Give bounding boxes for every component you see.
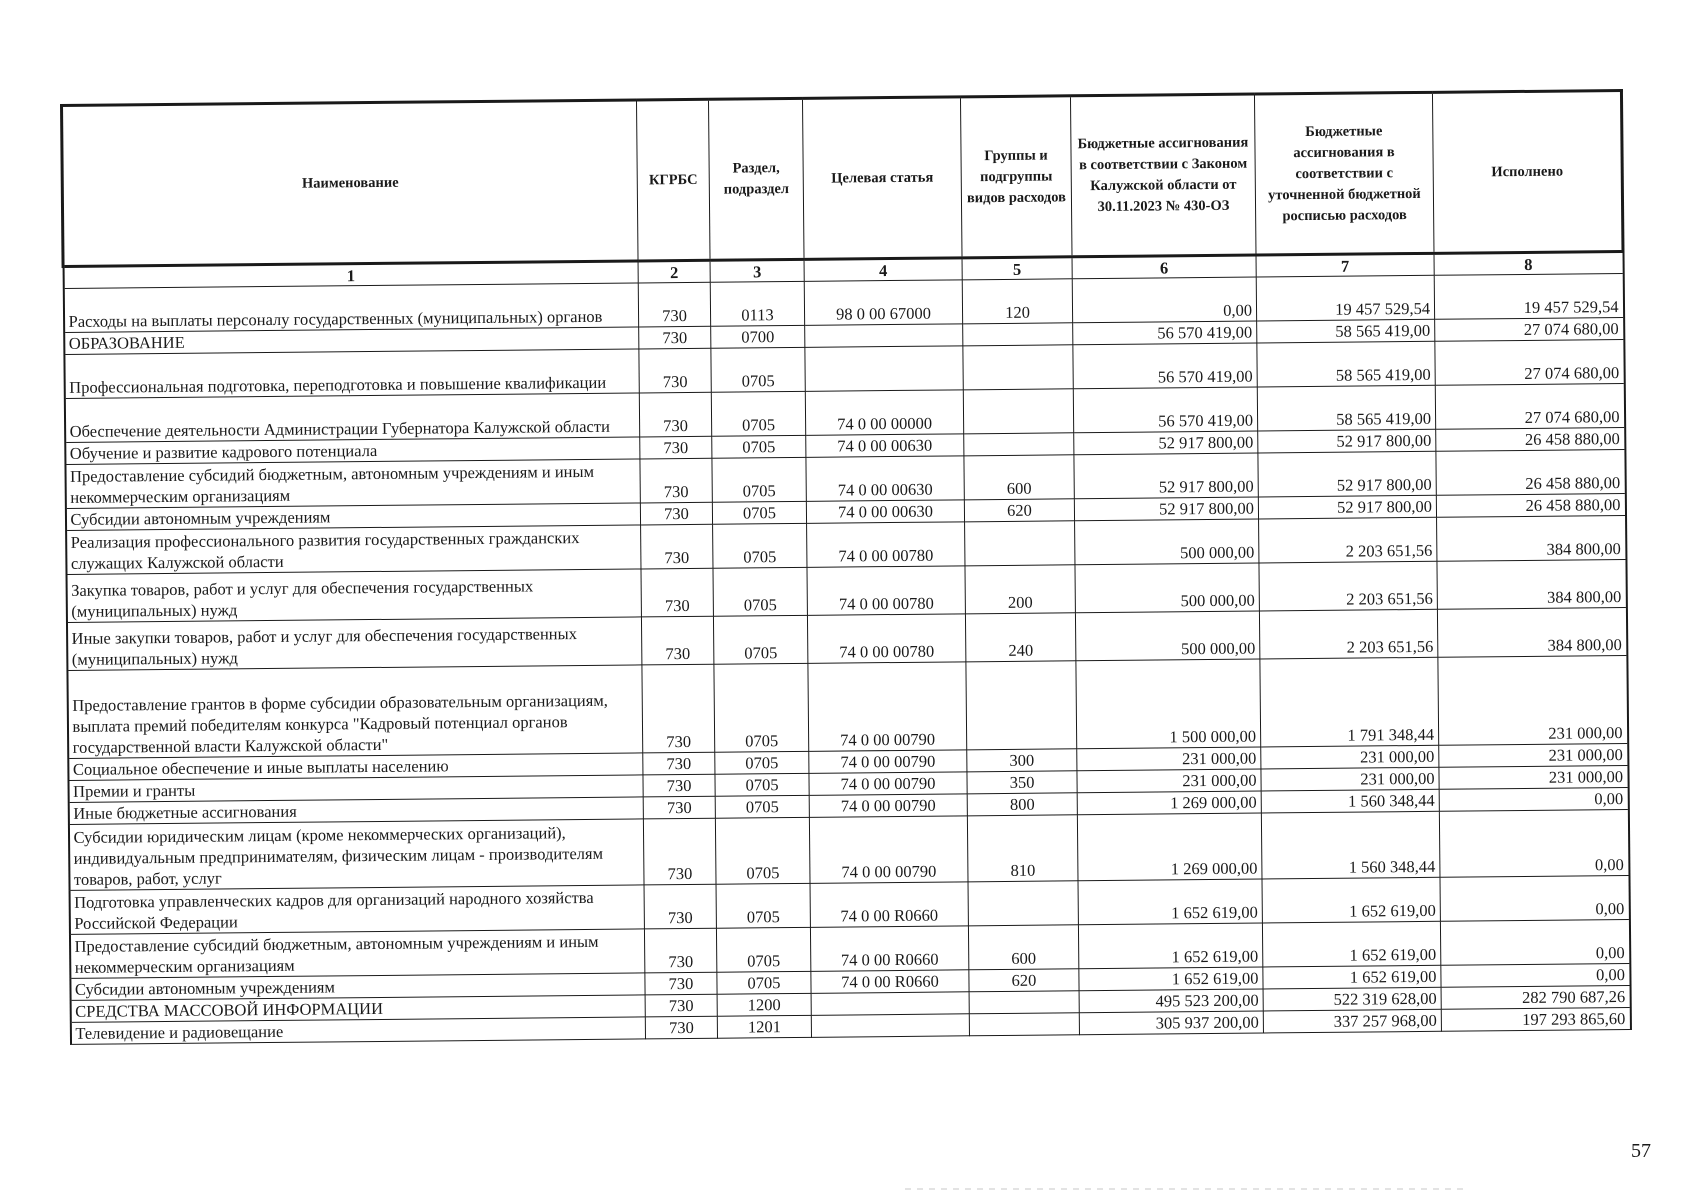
- column-number: 8: [1434, 252, 1623, 276]
- row-law-amount: 56 570 419,00: [1073, 387, 1257, 433]
- row-group: 600: [964, 455, 1074, 500]
- row-executed-amount: 26 458 880,00: [1436, 493, 1625, 517]
- row-group: [963, 345, 1073, 390]
- row-refined-amount: 231 000,00: [1261, 745, 1439, 769]
- row-kgrbs: 730: [643, 796, 715, 819]
- row-section: 0705: [716, 927, 810, 972]
- row-law-amount: 500 000,00: [1075, 563, 1259, 613]
- row-name: Предоставление грантов в форме субсидии образовательным организациям, выплата премий победителям конкурса "Кадровый потенциал органов государственной власти Калужской области": [67, 665, 643, 759]
- row-section: 0705: [715, 795, 809, 818]
- row-group: 300: [967, 749, 1077, 772]
- row-target: 74 0 00 00000: [805, 390, 963, 436]
- row-kgrbs: 730: [643, 818, 716, 885]
- row-executed-amount: 231 000,00: [1438, 655, 1628, 745]
- row-target: 74 0 00 00630: [806, 500, 964, 524]
- row-kgrbs: 730: [640, 458, 712, 503]
- row-section: 0705: [713, 567, 807, 616]
- row-kgrbs: 730: [645, 994, 717, 1017]
- row-group: [969, 1013, 1079, 1036]
- row-target: [811, 1014, 969, 1038]
- row-executed-amount: 0,00: [1439, 809, 1629, 877]
- row-group: 350: [967, 771, 1077, 794]
- row-law-amount: 305 937 200,00: [1079, 1011, 1263, 1035]
- row-group: [965, 521, 1075, 566]
- row-refined-amount: 337 257 968,00: [1263, 1009, 1441, 1033]
- row-law-amount: 495 523 200,00: [1079, 989, 1263, 1013]
- row-section: 0705: [714, 663, 809, 752]
- row-refined-amount: 2 203 651,56: [1259, 517, 1437, 563]
- row-kgrbs: 730: [642, 664, 715, 753]
- row-refined-amount: 58 565 419,00: [1257, 319, 1435, 343]
- row-refined-amount: 522 319 628,00: [1263, 987, 1441, 1011]
- row-target: 74 0 00 00780: [807, 566, 965, 616]
- header-target: Целевая статья: [802, 97, 962, 260]
- row-name: Иные бюджетные ассигнования: [68, 797, 643, 825]
- row-target: [805, 324, 963, 348]
- row-executed-amount: 384 800,00: [1437, 515, 1626, 561]
- row-name: Реализация профессионального развития государственных гражданских служащих Калужской области: [66, 525, 641, 575]
- row-executed-amount: 27 074 680,00: [1435, 318, 1624, 342]
- table-body: [63, 252, 1630, 1045]
- row-kgrbs: 730: [639, 348, 711, 393]
- row-refined-amount: 1 652 619,00: [1262, 921, 1440, 967]
- row-law-amount: 1 652 619,00: [1078, 879, 1262, 925]
- row-kgrbs: 730: [643, 752, 715, 775]
- header-group: Группы и подгруппы видов расходов: [960, 96, 1072, 258]
- row-section: 0705: [711, 391, 805, 436]
- table-header: [62, 91, 1623, 267]
- row-target: 74 0 00 00780: [807, 522, 965, 568]
- row-executed-amount: 282 790 687,26: [1441, 985, 1630, 1009]
- row-section: 1201: [717, 1015, 811, 1038]
- row-name: Иные закупки товаров, работ и услуг для обеспечения государственных (муниципальных) нужд: [66, 617, 641, 671]
- row-group: [968, 881, 1078, 926]
- row-refined-amount: 231 000,00: [1261, 767, 1439, 791]
- row-executed-amount: 231 000,00: [1439, 765, 1628, 789]
- row-group: 200: [965, 565, 1075, 614]
- row-name: Социальное обеспечение и иные выплаты населению: [68, 753, 643, 781]
- row-target: 74 0 00 00630: [806, 434, 964, 458]
- row-kgrbs: 730: [640, 436, 712, 459]
- row-group: 240: [965, 613, 1075, 662]
- row-name: Предоставление субсидий бюджетным, автономным учреждениям и иным некоммерческим организациям: [65, 459, 640, 509]
- row-name: Премии и гранты: [68, 775, 643, 803]
- row-executed-amount: 26 458 880,00: [1436, 427, 1625, 451]
- row-group: [966, 661, 1077, 750]
- row-target: [805, 346, 963, 392]
- row-kgrbs: 730: [640, 502, 712, 525]
- row-name: Субсидии автономным учреждениям: [65, 503, 640, 531]
- header-refined: Бюджетные ассигнования в соответствии с уточненной бюджетной росписью расходов: [1254, 92, 1434, 255]
- row-refined-amount: 1 791 348,44: [1260, 657, 1439, 747]
- row-section: 0705: [715, 817, 810, 884]
- row-executed-amount: 197 293 865,60: [1441, 1007, 1630, 1031]
- row-target: 74 0 00 R0660: [810, 882, 968, 928]
- row-section: 0705: [715, 773, 809, 796]
- row-executed-amount: 0,00: [1440, 875, 1629, 921]
- row-executed-amount: 384 800,00: [1437, 559, 1626, 609]
- row-section: 0705: [713, 615, 807, 664]
- row-section: 0700: [711, 325, 805, 348]
- row-refined-amount: 58 565 419,00: [1257, 385, 1435, 431]
- row-target: 74 0 00 00790: [809, 772, 967, 796]
- row-section: 0113: [710, 281, 804, 326]
- row-executed-amount: 19 457 529,54: [1434, 274, 1623, 320]
- row-kgrbs: 730: [644, 928, 716, 973]
- row-name: Подготовка управленческих кадров для организаций народного хозяйства Российской Федерации: [69, 885, 644, 935]
- table-row: [67, 655, 1628, 758]
- row-refined-amount: 19 457 529,54: [1256, 275, 1434, 321]
- row-group: 600: [968, 925, 1078, 970]
- header-name: Наименование: [62, 100, 639, 267]
- row-section: 1200: [717, 993, 811, 1016]
- row-law-amount: 52 917 800,00: [1074, 497, 1258, 521]
- row-kgrbs: 730: [641, 568, 713, 617]
- header-section: Раздел, подраздел: [708, 98, 804, 260]
- row-group: [969, 991, 1079, 1014]
- column-number: 5: [962, 257, 1072, 280]
- header-executed: Исполнено: [1432, 91, 1623, 254]
- row-target: 74 0 00 00790: [809, 816, 968, 884]
- row-name: Предоставление субсидий бюджетным, автономным учреждениям и иным некоммерческим организациям: [69, 929, 644, 979]
- row-kgrbs: 730: [645, 972, 717, 995]
- row-kgrbs: 730: [638, 282, 710, 327]
- row-name: Профессиональная подготовка, переподготовка и повышение квалификации: [64, 349, 639, 399]
- row-refined-amount: 1 560 348,44: [1261, 789, 1439, 813]
- header-kgrbs: КГРБС: [636, 99, 710, 261]
- row-kgrbs: 730: [639, 326, 711, 349]
- row-law-amount: 231 000,00: [1077, 769, 1261, 793]
- row-law-amount: 56 570 419,00: [1073, 343, 1257, 389]
- row-group: 620: [964, 499, 1074, 522]
- row-kgrbs: 730: [641, 524, 713, 569]
- row-law-amount: 0,00: [1072, 277, 1256, 323]
- row-section: 0705: [716, 883, 810, 928]
- row-target: 74 0 00 R0660: [811, 970, 969, 994]
- scan-artifact: [905, 1188, 1465, 1190]
- row-group: 810: [967, 815, 1078, 882]
- row-law-amount: 1 652 619,00: [1078, 923, 1262, 969]
- row-target: 74 0 00 00780: [807, 614, 965, 664]
- row-law-amount: 1 269 000,00: [1077, 813, 1262, 881]
- row-name: Обучение и развитие кадрового потенциала: [65, 437, 640, 465]
- row-group: [963, 323, 1073, 346]
- row-group: 800: [967, 793, 1077, 816]
- row-refined-amount: 1 652 619,00: [1262, 877, 1440, 923]
- row-target: 74 0 00 00790: [809, 750, 967, 774]
- row-section: 0705: [717, 971, 811, 994]
- column-number: 6: [1072, 255, 1256, 279]
- row-name: Субсидии юридическим лицам (кроме некоммерческих организаций), индивидуальным предпринимателям, физическим лицам - производителям товаров, работ, услуг: [68, 819, 644, 891]
- row-name: Обеспечение деятельности Администрации Губернатора Калужской области: [64, 393, 639, 443]
- budget-table: [60, 89, 1632, 1045]
- row-group: [963, 389, 1073, 434]
- row-kgrbs: 730: [644, 884, 716, 929]
- column-number: 4: [804, 258, 962, 282]
- row-name: ОБРАЗОВАНИЕ: [64, 327, 639, 355]
- row-target: 74 0 00 00790: [809, 794, 967, 818]
- row-executed-amount: 27 074 680,00: [1435, 339, 1624, 385]
- row-section: 0705: [712, 435, 806, 458]
- row-refined-amount: 58 565 419,00: [1257, 341, 1435, 387]
- row-name: Закупка товаров, работ и услуг для обеспечения государственных (муниципальных) нужд: [66, 569, 641, 623]
- page-number: 57: [1631, 1140, 1651, 1162]
- row-target: [811, 992, 969, 1016]
- row-refined-amount: 52 917 800,00: [1258, 429, 1436, 453]
- row-target: 74 0 00 R0660: [810, 926, 968, 972]
- row-group: 120: [962, 279, 1072, 324]
- row-executed-amount: 384 800,00: [1437, 607, 1626, 657]
- row-kgrbs: 730: [641, 616, 713, 665]
- row-executed-amount: 26 458 880,00: [1436, 449, 1625, 495]
- row-target: 98 0 00 67000: [804, 280, 962, 326]
- row-refined-amount: 2 203 651,56: [1259, 609, 1437, 659]
- row-law-amount: 1 652 619,00: [1079, 967, 1263, 991]
- row-law-amount: 56 570 419,00: [1073, 321, 1257, 345]
- row-executed-amount: 0,00: [1439, 787, 1628, 811]
- column-number: 1: [63, 261, 638, 289]
- row-kgrbs: 730: [643, 774, 715, 797]
- row-group: [964, 433, 1074, 456]
- row-section: 0705: [711, 347, 805, 392]
- column-number: 7: [1256, 253, 1434, 277]
- row-law-amount: 52 917 800,00: [1074, 431, 1258, 455]
- row-executed-amount: 231 000,00: [1439, 743, 1628, 767]
- row-name: СРЕДСТВА МАССОВОЙ ИНФОРМАЦИИ: [70, 995, 645, 1023]
- row-law-amount: 231 000,00: [1077, 747, 1261, 771]
- row-law-amount: 1 500 000,00: [1076, 659, 1261, 749]
- row-refined-amount: 1 560 348,44: [1261, 811, 1440, 879]
- row-kgrbs: 730: [639, 392, 711, 437]
- row-section: 0705: [712, 457, 806, 502]
- row-refined-amount: 52 917 800,00: [1258, 451, 1436, 497]
- row-executed-amount: 0,00: [1440, 919, 1629, 965]
- row-name: Телевидение и радиовещание: [70, 1017, 645, 1045]
- row-law-amount: 500 000,00: [1075, 611, 1259, 661]
- row-refined-amount: 2 203 651,56: [1259, 561, 1437, 611]
- column-number: 3: [710, 259, 804, 282]
- row-kgrbs: 730: [645, 1016, 717, 1039]
- row-executed-amount: 0,00: [1441, 963, 1630, 987]
- row-name: Субсидии автономным учреждениям: [70, 973, 645, 1001]
- row-refined-amount: 52 917 800,00: [1258, 495, 1436, 519]
- row-target: 74 0 00 00790: [808, 662, 967, 752]
- row-law-amount: 500 000,00: [1075, 519, 1259, 565]
- row-refined-amount: 1 652 619,00: [1263, 965, 1441, 989]
- column-number: 2: [638, 260, 710, 283]
- row-target: 74 0 00 00630: [806, 456, 964, 502]
- row-section: 0705: [712, 501, 806, 524]
- row-section: 0705: [713, 523, 807, 568]
- row-law-amount: 52 917 800,00: [1074, 453, 1258, 499]
- row-law-amount: 1 269 000,00: [1077, 791, 1261, 815]
- row-name: Расходы на выплаты персоналу государственных (муниципальных) органов: [63, 283, 638, 333]
- row-executed-amount: 27 074 680,00: [1435, 383, 1624, 429]
- header-law: Бюджетные ассигнования в соответствии с Законом Калужской области от 30.11.2023 № 430-ОЗ: [1070, 94, 1256, 257]
- row-section: 0705: [715, 751, 809, 774]
- row-group: 620: [969, 969, 1079, 992]
